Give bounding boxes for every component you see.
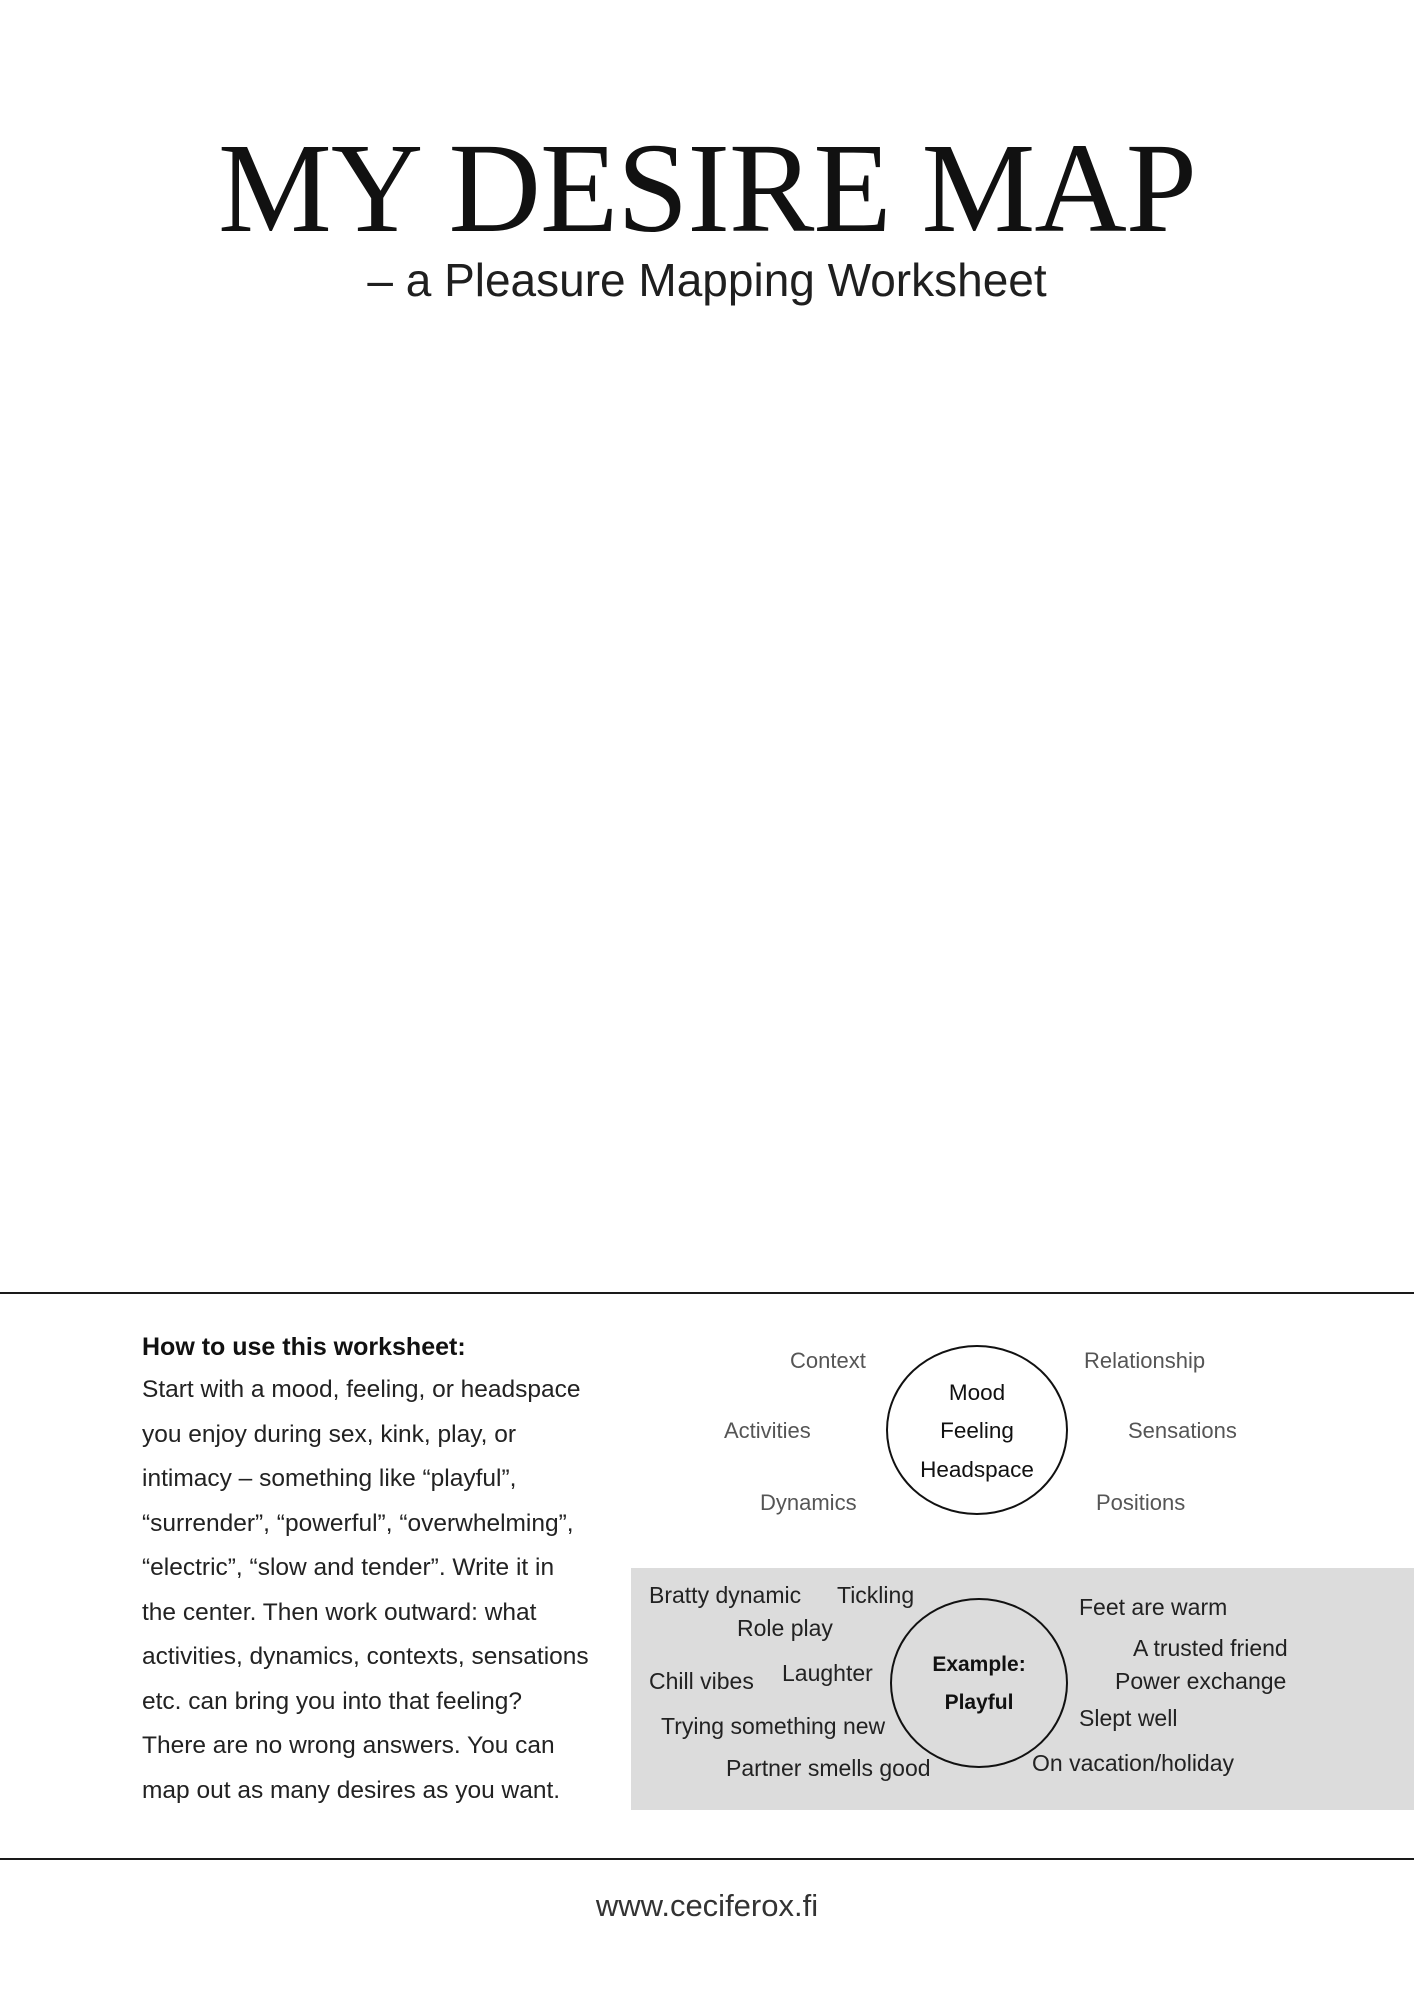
instructions-line: activities, dynamics, contexts, sensations <box>142 1643 589 1670</box>
template-diagram <box>620 1330 1414 1530</box>
instructions-line: “electric”, “slow and tender”. Write it in <box>142 1554 555 1581</box>
center-label-headspace: Headspace <box>920 1457 1034 1482</box>
example-item: Role play <box>737 1615 833 1641</box>
center-label-feeling: Feeling <box>940 1418 1014 1443</box>
example-item: A trusted friend <box>1133 1635 1288 1661</box>
example-item: Slept well <box>1079 1705 1178 1731</box>
category-context: Context <box>790 1348 866 1373</box>
example-item: Bratty dynamic <box>649 1582 802 1608</box>
instructions-line: map out as many desires as you want. <box>142 1776 561 1804</box>
worksheet-subtitle: – a Pleasure Mapping Worksheet <box>367 254 1047 306</box>
instructions-heading: How to use this worksheet: <box>142 1333 466 1361</box>
instructions-body <box>142 1368 612 1813</box>
category-dynamics: Dynamics <box>760 1490 857 1515</box>
example-center-value: Playful <box>944 1691 1014 1714</box>
instructions-line: There are no wrong answers. You can <box>142 1732 555 1759</box>
divider-top <box>0 1292 1414 1294</box>
example-item: Power exchange <box>1115 1668 1287 1694</box>
instructions-block <box>142 1326 612 1813</box>
example-center-label: Example: <box>932 1653 1026 1676</box>
category-positions: Positions <box>1096 1490 1186 1515</box>
center-label-mood: Mood <box>948 1380 1006 1405</box>
example-item: Tickling <box>837 1582 915 1608</box>
divider-bottom <box>0 1858 1414 1860</box>
category-sensations: Sensations <box>1128 1418 1237 1443</box>
example-item: Trying something new <box>661 1713 886 1739</box>
instructions-line: etc. can bring you into that feeling? <box>142 1687 523 1715</box>
example-item: Laughter <box>782 1660 873 1686</box>
example-item: Chill vibes <box>649 1668 754 1694</box>
example-item: Partner smells good <box>726 1755 931 1781</box>
instructions-line: intimacy – something like “playful”, <box>142 1465 517 1492</box>
worksheet-title: MY DESIRE MAP <box>218 117 1196 259</box>
example-item: Feet are warm <box>1079 1594 1228 1620</box>
category-activities: Activities <box>724 1418 811 1443</box>
category-relationship: Relationship <box>1084 1348 1206 1373</box>
instructions-line: Start with a mood, feeling, or headspace <box>142 1376 581 1403</box>
example-center-circle <box>890 1598 1068 1768</box>
instructions-line: the center. Then work outward: what <box>142 1598 537 1626</box>
example-item: On vacation/holiday <box>1032 1750 1235 1776</box>
instructions-line: “surrender”, “powerful”, “overwhelming”, <box>142 1509 574 1537</box>
example-diagram-panel <box>631 1568 1414 1810</box>
footer-website: www.ceciferox.fi <box>595 1888 819 1923</box>
instructions-line: you enjoy during sex, kink, play, or <box>142 1420 517 1448</box>
